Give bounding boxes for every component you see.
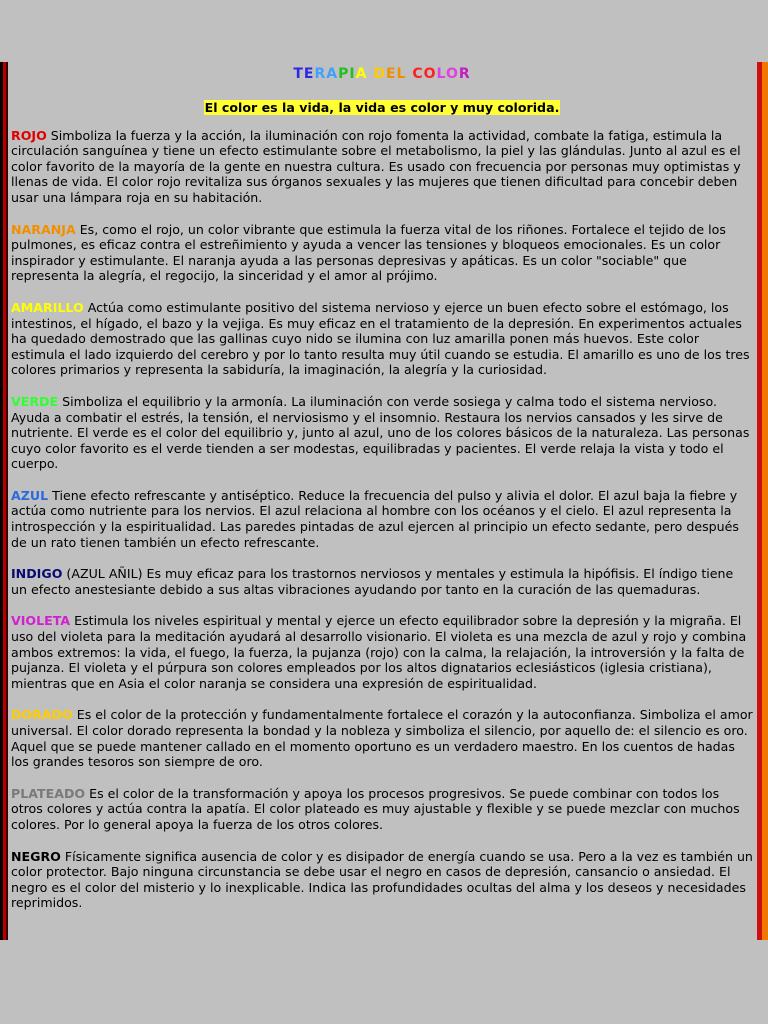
section-keyword: NARANJA — [11, 221, 76, 237]
title-letter: T — [293, 66, 304, 82]
title-letter: A — [326, 66, 339, 82]
section-text: Simboliza el equilibrio y la armonía. La iluminación con verde sosiega y calma todo el sistema nervioso. Ayuda a combatir el estrés, la tensión, el nerviosismo y el insomnio. Restaura los nervios cansados y les sirve de nutriente. El verde es el color del equilibrio y, junto al azul, uno de los colores básicos de la naturaleza. Las personas cuyo color favorito es el verde tienden a ser modestas, equilibradas y pacientes. El verde relaja la vista y todo el cuerpo. — [11, 393, 750, 472]
section-text: Estimula los niveles espiritual y mental y ejerce un efecto equilibrador sobre la depresión y la migraña. El uso del violeta para la meditación ayudará al desarrollo visionario. El violeta es una mezcla de azul y rojo y combina ambos extremos: la vida, el fuego, la fuerza, la pujanza (rojo) con la calma, la relajación, la introversión y la falta de pujanza. El violeta y el púrpura son colores empleados por los altos dignatarios eclesiásticos (iglesia cristiana), mientras que en Asia el color naranja se considera una expresión de espiritualidad. — [11, 613, 747, 691]
title-letter: P — [338, 66, 350, 82]
section-text: Es el color de la transformación y apoya los procesos progresivos. Se puede combinar con todos los otros colores y actúa contra la apatía. El color plateado es muy ajustable y flexible y se puede mezclar con muchos colores. Por lo general apoya la fuerza de los otros colores. — [11, 785, 740, 832]
section-verde — [11, 394, 753, 472]
title-letter: R — [458, 66, 471, 82]
title-letter: C — [412, 66, 424, 82]
title-letter: L — [436, 66, 446, 82]
color-sections — [11, 128, 753, 911]
title-letter: E — [303, 66, 315, 82]
section-text: Físicamente significa ausencia de color y es disipador de energía cuando se usa. Pero a la vez es también un color protector. Bajo ninguna circunstancia se debe usar el negro en casos de depresión, cansancio o ansiedad. El negro es el color del misterio y lo inexplicable. Indica las profundidades ocultas del alma y los deseos y necesidades reprimidos. — [11, 848, 753, 911]
title-letter: A — [355, 66, 368, 82]
section-text: (AZUL AÑIL) Es muy eficaz para los trastornos nerviosos y mentales y estimula la hipófisis. El índigo tiene un efecto anestesiante debido a sus altas vibraciones ayudando por tanto en la curación de las quemaduras. — [11, 566, 734, 597]
section-negro — [11, 849, 753, 911]
article — [11, 62, 753, 927]
section-keyword: AZUL — [11, 487, 49, 503]
section-naranja — [11, 222, 753, 284]
section-keyword: NEGRO — [11, 848, 61, 864]
section-keyword: INDIGO — [11, 566, 63, 582]
title-letter: I — [349, 66, 356, 82]
section-keyword: DORADO — [11, 707, 73, 723]
section-text: Simboliza la fuerza y la acción, la iluminación con rojo fomenta la actividad, combate la fatiga, estimula la circulación sanguínea y tiene un efecto estimulante sobre el metabolismo, la piel y las glándulas. Junto al azul es el color favorito de la mayoría de la gente en nuestra cultura. Es usado con frecuencia por personas muy optimistas y llenas de vida. El color rojo revitaliza sus órganos sexuales y las mujeres que tienen dificultad para concebir deben usar una lámpara roja en su habitación. — [11, 127, 741, 205]
section-text: Es, como el rojo, un color vibrante que estimula la fuerza vital de los riñones. Fortalece el tejido de los pulmones, es eficaz contra el estreñimiento y ayuda a vencer las tensiones y bloqueos emocionales. Es un color inspirador y estimulante. El naranja ayuda a las personas depresivas y apáticas. Es un color "sociable" que representa la alegría, el regocijo, la sinceridad y el amor al prójimo. — [11, 221, 726, 284]
page-frame — [0, 62, 768, 940]
section-violeta — [11, 613, 753, 691]
title-letter: O — [423, 66, 437, 82]
section-text: Tiene efecto refrescante y antiséptico. Reduce la frecuencia del pulso y alivia el dolor. El azul baja la fiebre y actúa como nutriente para los nervios. El azul relaciona al hombre con los océanos y el cielo. El azul representa la introspección y la espiritualidad. Las paredes pintadas de azul ejercen al principio un efecto sedante, pero después de un rato tienen también un efecto refrescante. — [11, 487, 739, 550]
section-keyword: ROJO — [11, 127, 47, 143]
section-keyword: AMARILLO — [11, 299, 84, 315]
section-plateado — [11, 786, 753, 833]
title-letter: D — [373, 66, 386, 82]
title-letter: E — [385, 66, 397, 82]
section-dorado — [11, 707, 753, 769]
section-keyword: VIOLETA — [11, 613, 71, 629]
subtitle: El color es la vida, la vida es color y muy colorida. — [204, 100, 560, 115]
title-letter: R — [314, 66, 327, 82]
title-letter: O — [445, 66, 459, 82]
left-border-dark — [6, 62, 8, 940]
section-amarillo — [11, 300, 753, 378]
section-keyword: VERDE — [11, 393, 59, 409]
section-indigo — [11, 566, 753, 597]
section-rojo — [11, 128, 753, 206]
title-letter: L — [396, 66, 407, 82]
section-text: Es el color de la protección y fundamentalmente fortalece el corazón y la autoconfianza. Simboliza el amor universal. El color dorado representa la bondad y la nobleza y simboliza el silencio, por aquello de: el silencio es oro. Aquel que se puede mantener callado en el momento oportuno es un verdadero maestro. En los cuentos de hadas los grandes tesoros son siempre de oro. — [11, 707, 753, 770]
right-border-orange — [762, 62, 768, 940]
section-azul — [11, 488, 753, 550]
subtitle-row — [11, 100, 753, 116]
section-keyword: PLATEADO — [11, 785, 86, 801]
section-text: Actúa como estimulante positivo del sistema nervioso y ejerce un buen efecto sobre el estómago, los intestinos, el hígado, el bazo y la vejiga. Es muy eficaz en el tratamiento de la depresión. En experimentos actuales ha quedado demostrado que las gallinas cuyo nido se ilumina con luz amarilla ponen más huevos. Este color estimula el lado izquierdo del cerebro y por lo tanto resulta muy útil cuando se estudia. El amarillo es uno de los tres colores primarios y representa la sabiduría, la imaginación, la alegría y la curiosidad. — [11, 299, 750, 378]
page-title — [11, 66, 753, 88]
